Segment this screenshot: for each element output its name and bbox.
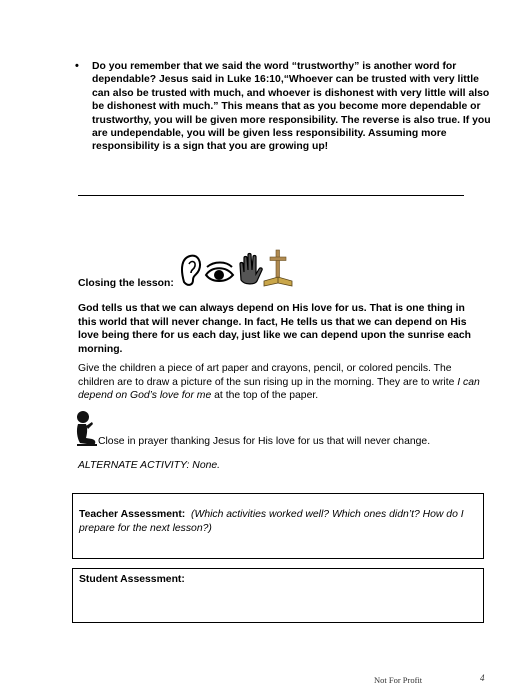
student-assessment-box [72, 568, 484, 623]
closing-paragraph: God tells us that we can always depend on His love for us. That is one thing in this world that will never change. In fact, He tells us that we can depend on His love being there for us each day, just like we can depend upon the sunrise each morning. [78, 303, 472, 355]
bullet-text: Do you remember that we said the word “trustworthy” is another word for dependable? Jesus said in Luke 16:10,“Whoever can be trusted with very little can also be trusted with much, and whoever is dishonest with very little will also be dishonest with much.” This means that as you become more dependable or trustworthy, you will be given more responsibility. The reverse is also true. If you are undependable, you will be given less responsibility. Assuming more responsibility is a sign that you are growing up! [92, 61, 491, 153]
closing-label: Closing the lesson: [78, 278, 174, 289]
hand-icon [240, 254, 262, 284]
alternate-activity: ALTERNATE ACTIVITY: None. [78, 460, 221, 471]
closing-section [78, 248, 338, 288]
page-number: 4 [480, 673, 485, 683]
prayer-text: Close in prayer thanking Jesus for His love for us that will never change. [98, 436, 431, 447]
teacher-assessment-box [72, 493, 484, 559]
eye-icon [206, 263, 233, 282]
activity-text-end: at the top of the paper. [211, 390, 319, 401]
footer-note: Not For Profit [374, 675, 423, 685]
student-assessment-label: Student Assessment: [79, 574, 185, 585]
bullet-paragraph [75, 60, 492, 154]
prayer-section [74, 410, 494, 450]
bullet-dot: • [75, 60, 79, 72]
closing-icons [178, 248, 298, 290]
teacher-assessment-prompt: (Which activities worked well? Which ones didn’t? How do I prepare for the next lesson?) [79, 509, 464, 534]
activity-italic-text: I can depend on God’s love for me [78, 376, 480, 401]
ear-icon [182, 256, 200, 285]
teacher-assessment-label: Teacher Assessment: [79, 509, 186, 520]
cross-bible-icon [264, 250, 292, 286]
activity-paragraph [78, 362, 483, 403]
section-divider [78, 195, 464, 196]
activity-text: Give the children a piece of art paper and crayons, pencil, or colored pencils. The children are to draw a picture of the sun rising up in the morning. They are to write [78, 363, 458, 388]
teacher-assessment-content [79, 508, 474, 535]
praying-child-icon [74, 410, 100, 448]
student-assessment-content [79, 573, 474, 587]
